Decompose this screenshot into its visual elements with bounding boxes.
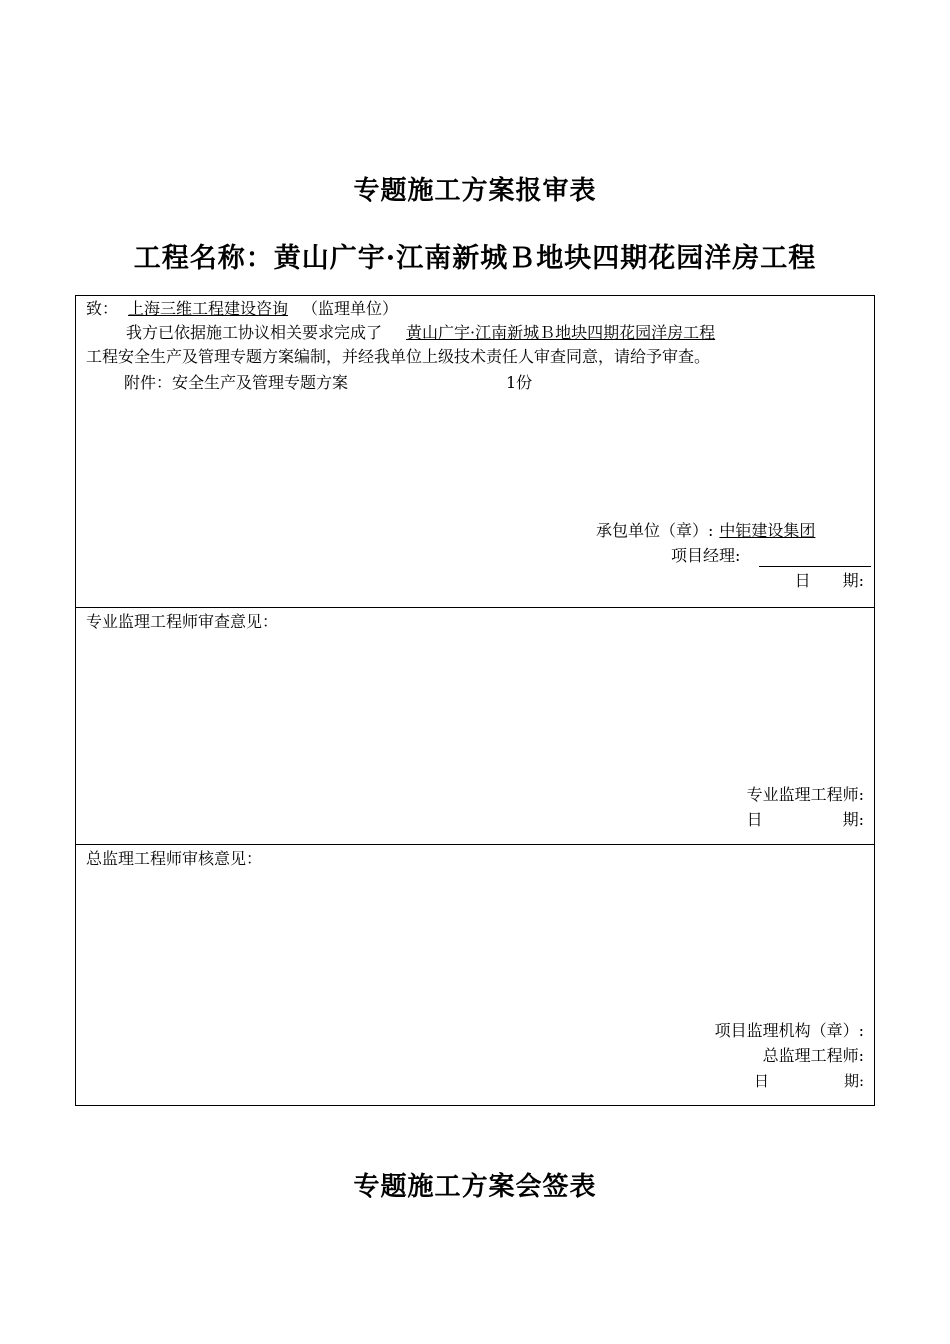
engineer-signature-label: 专业监理工程师: — [746, 785, 864, 804]
form-title: 专题施工方案报审表 — [353, 176, 597, 206]
attachment-label: 附件：安全生产及管理专题方案 — [124, 373, 349, 392]
chief-review-heading: 总监理工程师审核意见： — [86, 849, 263, 868]
project-manager-signature-line — [759, 566, 871, 567]
statement-project-name: 黄山广宇·江南新城Ｂ地块四期花园洋房工程 — [406, 323, 716, 342]
submission-section — [76, 296, 874, 608]
contractor-label: 承包单位（章）: — [596, 521, 714, 540]
project-manager-label: 项目经理: — [671, 546, 741, 565]
chief-review-section — [76, 845, 874, 1105]
addressee-line — [86, 298, 398, 320]
submission-date-label: 日 期: — [794, 571, 864, 590]
addressee-prefix: 致： — [86, 299, 119, 318]
contractor-line — [596, 520, 817, 542]
addressee-suffix: （监理单位） — [302, 299, 399, 318]
supervision-org-seal-label: 项目监理机构（章）: — [714, 1021, 864, 1040]
review-form-table — [75, 295, 875, 1106]
project-name-title: 工程名称：黄山广宇·江南新城Ｂ地块四期花园洋房工程 — [133, 243, 817, 274]
engineer-review-section — [76, 608, 874, 845]
countersign-form-title: 专题施工方案会签表 — [353, 1172, 597, 1202]
statement-line-2: 工程安全生产及管理专题方案编制，并经我单位上级技术责任人审查同意，请给予审查。 — [86, 347, 711, 366]
engineer-date-label: 日 期: — [746, 810, 864, 829]
engineer-review-heading: 专业监理工程师审查意见： — [86, 612, 279, 631]
contractor-name: 中钜建设集团 — [719, 521, 816, 540]
attachment-count: 1份 — [506, 373, 533, 392]
statement-prefix: 我方已依据施工协议相关要求完成了 — [126, 323, 383, 342]
chief-engineer-signature-label: 总监理工程师: — [762, 1046, 864, 1065]
chief-date-label: 日 期: — [753, 1072, 864, 1090]
supervision-unit-name: 上海三维工程建设咨询 — [128, 299, 289, 318]
statement-line-1 — [126, 322, 715, 344]
